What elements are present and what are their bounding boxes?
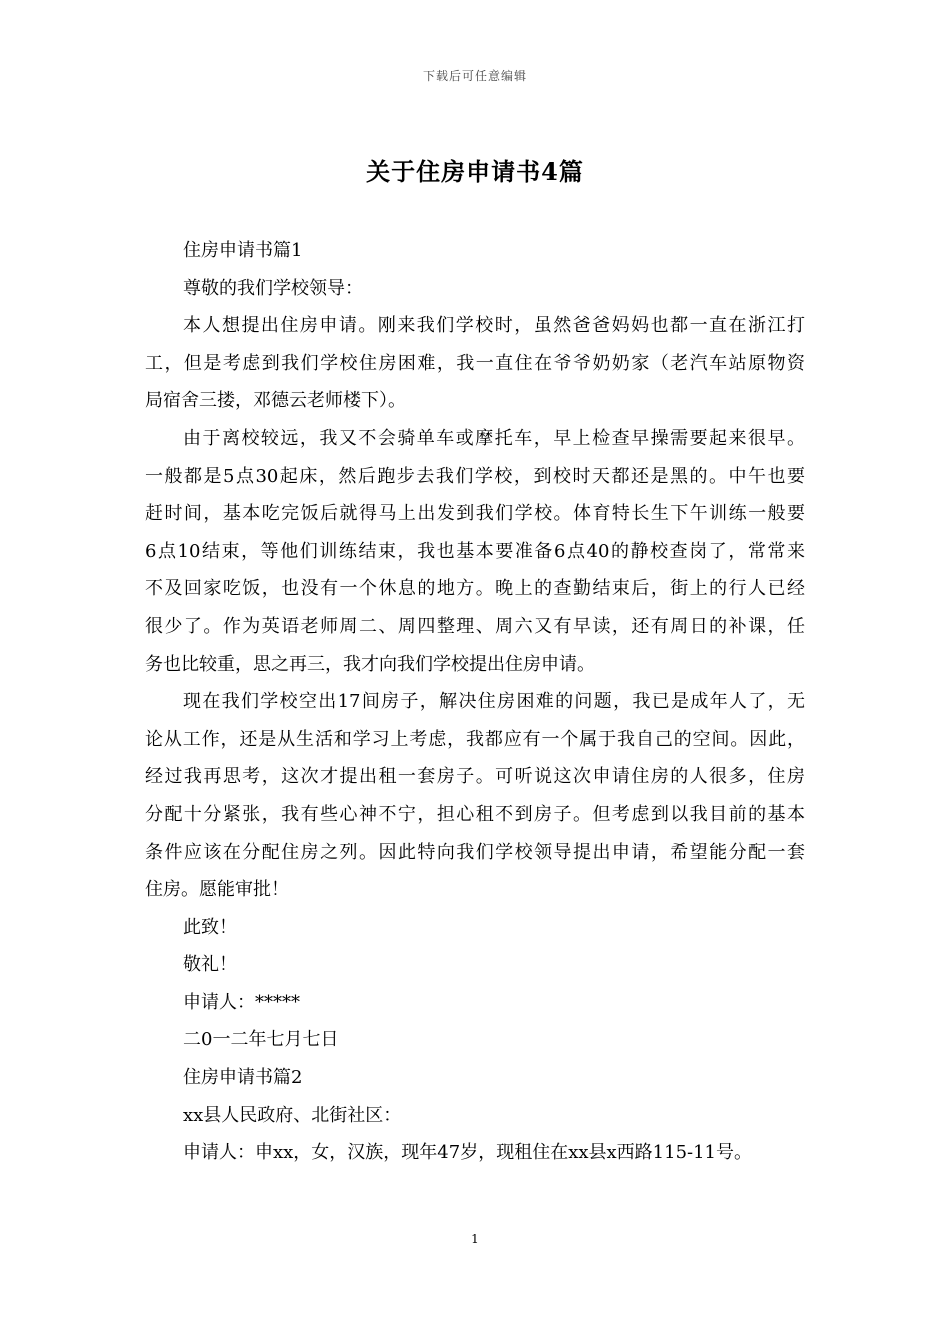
page-header-note: 下载后可任意编辑: [422, 69, 527, 83]
paragraph-line: 一般都是5点30起床，然后跑步去我们学校，到校时天都还是黑的。中午也要: [145, 465, 805, 487]
closing-line: 敬礼！: [183, 954, 237, 976]
applicant-signature: 申请人：*****: [183, 991, 300, 1013]
paragraph-line: 由于离校较远，我又不会骑单车或摩托车，早上检查早操需要起来很早。: [183, 427, 805, 449]
closing-line: 此致！: [183, 916, 237, 938]
paragraph-line: 条件应该在分配住房之列。因此特向我们学校领导提出申请，希望能分配一套: [145, 841, 805, 863]
document-body: [145, 232, 805, 1172]
paragraph-line: 分配十分紧张，我有些心神不宁，担心租不到房子。但考虑到以我目前的基本: [145, 803, 805, 825]
section-heading-1: 住房申请书篇1: [183, 240, 303, 261]
paragraph-line: 论从工作，还是从生活和学习上考虑，我都应有一个属于我自己的空间。因此，: [145, 728, 805, 750]
paragraph-line: 申请人：申xx，女，汉族，现年47岁，现租住在xx县x西路115-11号。: [183, 1142, 753, 1164]
paragraph-line: 工，但是考虑到我们学校住房困难，我一直住在爷爷奶奶家（老汽车站原物资: [145, 352, 805, 374]
document-title: 关于住房申请书4篇: [366, 157, 584, 186]
paragraph-line: 很少了。作为英语老师周二、周四整理、周六又有早读，还有周日的补课，任: [145, 615, 805, 637]
paragraph-line: 局宿舍三搂，邓德云老师楼下）。: [145, 390, 406, 412]
paragraph-line: 赶时间，基本吃完饭后就得马上出发到我们学校。体育特长生下午训练一般要: [145, 503, 805, 525]
page-number: 1: [471, 1232, 479, 1246]
section-heading-2: 住房申请书篇2: [183, 1067, 303, 1089]
paragraph-line: 6点10结束，等他们训练结束，我也基本要准备6点40的静校查岗了，常常来: [145, 540, 805, 562]
paragraph-line: 不及回家吃饭，也没有一个休息的地方。晚上的查勤结束后，街上的行人已经: [145, 578, 805, 600]
paragraph-line: 现在我们学校空出17间房子，解决住房困难的问题，我已是成年人了，无: [183, 691, 805, 713]
paragraph-line: 住房。愿能审批！: [145, 879, 289, 901]
salutation: 尊敬的我们学校领导：: [183, 277, 363, 299]
document-date: 二0一二年七月七日: [183, 1029, 339, 1051]
salutation: xx县人民政府、北街社区：: [183, 1104, 402, 1126]
paragraph-line: 务也比较重，思之再三，我才向我们学校提出住房申请。: [145, 653, 595, 675]
paragraph-line: 本人想提出住房申请。刚来我们学校时，虽然爸爸妈妈也都一直在浙江打: [183, 315, 805, 337]
paragraph-line: 经过我再思考，这次才提出租一套房子。可听说这次申请住房的人很多，住房: [145, 766, 805, 788]
